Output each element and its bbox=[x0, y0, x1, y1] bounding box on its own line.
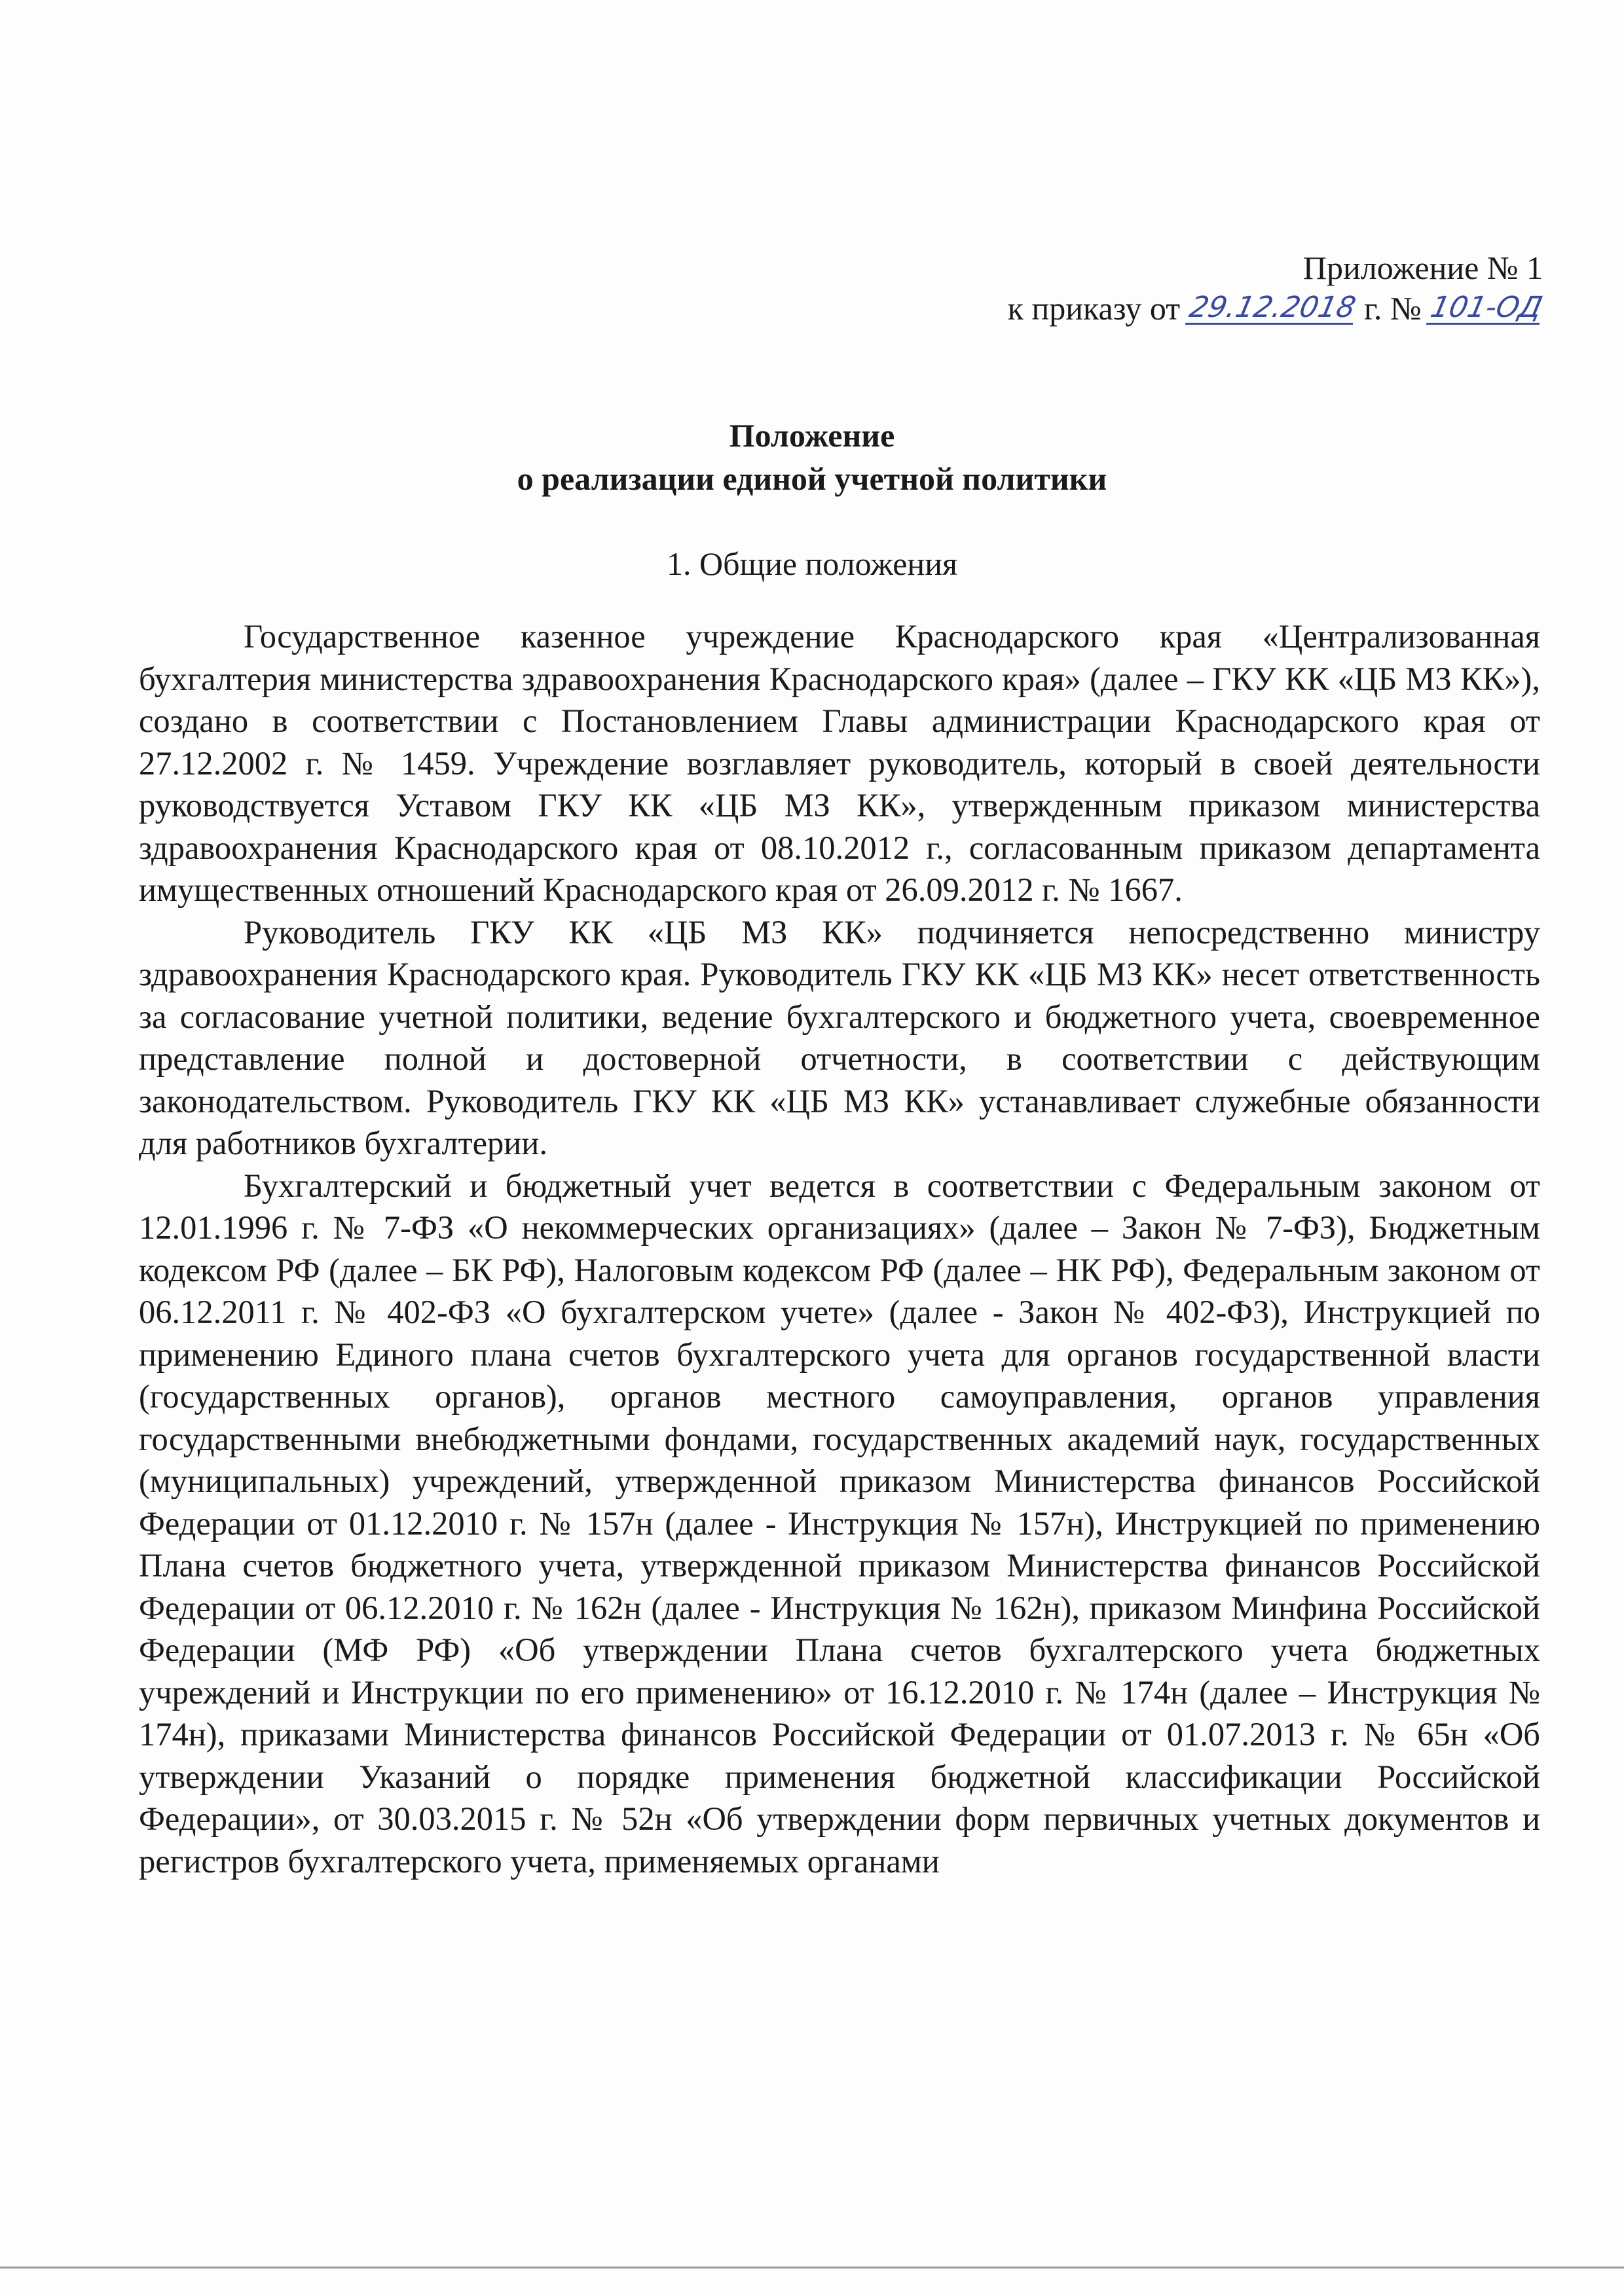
paragraph-2: Руководитель ГКУ КК «ЦБ МЗ КК» подчиняется непосредственно министру здравоохранения Краснодарского края. Руководитель ГКУ КК «ЦБ МЗ КК» несет ответственность за согласование учетной политики, ведение бухгалтерского и бюджетного учета, своевременное представление полной и достоверной отчетности, в соответствии с действующим законодательством. Руководитель ГКУ КК «ЦБ МЗ КК» устанавливает служебные обязанности для работников бухгалтерии. bbox=[139, 913, 1540, 1161]
order-number-label: г. № bbox=[1364, 290, 1422, 327]
document-body bbox=[139, 615, 1540, 1882]
document-title bbox=[0, 414, 1624, 500]
appendix-number: Приложение № 1 bbox=[1302, 249, 1543, 286]
handwritten-order-date: 29.12.2018 bbox=[1185, 293, 1359, 325]
order-reference bbox=[1008, 288, 1543, 329]
handwritten-order-number: 101-ОД bbox=[1426, 293, 1546, 325]
section-heading: 1. Общие положения bbox=[667, 545, 957, 582]
order-prefix: к приказу от bbox=[1007, 290, 1181, 327]
title-line-1: Положение bbox=[729, 417, 895, 454]
scan-edge-line bbox=[0, 2267, 1624, 2269]
title-line-2: о реализации единой учетной политики bbox=[517, 460, 1107, 497]
paragraph-3: Бухгалтерский и бюджетный учет ведется в соответствии с Федеральным законом от 12.01.1996 г. № 7-ФЗ «О некоммерческих организациях» (далее – Закон № 7-ФЗ), Бюджетным кодексом РФ (далее – БК РФ), Налоговым кодексом РФ (далее – НК РФ), Федеральным законом от 06.12.2011 г. № 402-ФЗ «О бухгалтерском учете» (далее - Закон № 402-ФЗ), Инструкцией по применению Единого плана счетов бухгалтерского учета для органов государственной власти (государственных органов), органов местного самоуправления, органов управления государственными внебюджетными фондами, государственных академий наук, государственных (муниципальных) учреждений, утвержденной приказом Министерства финансов Российской Федерации от 01.12.2010 г. № 157н (далее - Инструкция № 157н), Инструкцией по применению Плана счетов бюджетного учета, утвержденной приказом Министерства финансов Российской Федерации от 06.12.2010 г. № 162н (далее - Инструкция № 162н), приказом Минфина Российской Федерации (МФ РФ) «Об утверждении Плана счетов бухгалтерского учета бюджетных учреждений и Инструкции по его применению» от 16.12.2010 г. № 174н (далее – Инструкция № 174н), приказами Министерства финансов Российской Федерации от 01.07.2013 г. № 65н «Об утверждении Указаний о порядке применения бюджетной классификации Российской Федерации», от 30.03.2015 г. № 52н «Об утверждении форм первичных учетных документов и регистров бухгалтерского учета, применяемых органами bbox=[139, 1167, 1540, 1880]
appendix-header bbox=[1008, 247, 1543, 329]
paragraph-1: Государственное казенное учреждение Краснодарского края «Централизованная бухгалтерия министерства здравоохранения Краснодарского края» (далее – ГКУ КК «ЦБ МЗ КК»), создано в соответствии с Постановлением Главы администрации Краснодарского края от 27.12.2002 г. № 1459. Учреждение возглавляет руководитель, который в своей деятельности руководствуется Уставом ГКУ КК «ЦБ МЗ КК», утвержденным приказом министерства здравоохранения Краснодарского края от 08.10.2012 г., согласованным приказом департамента имущественных отношений Краснодарского края от 26.09.2012 г. № 1667. bbox=[139, 618, 1540, 908]
